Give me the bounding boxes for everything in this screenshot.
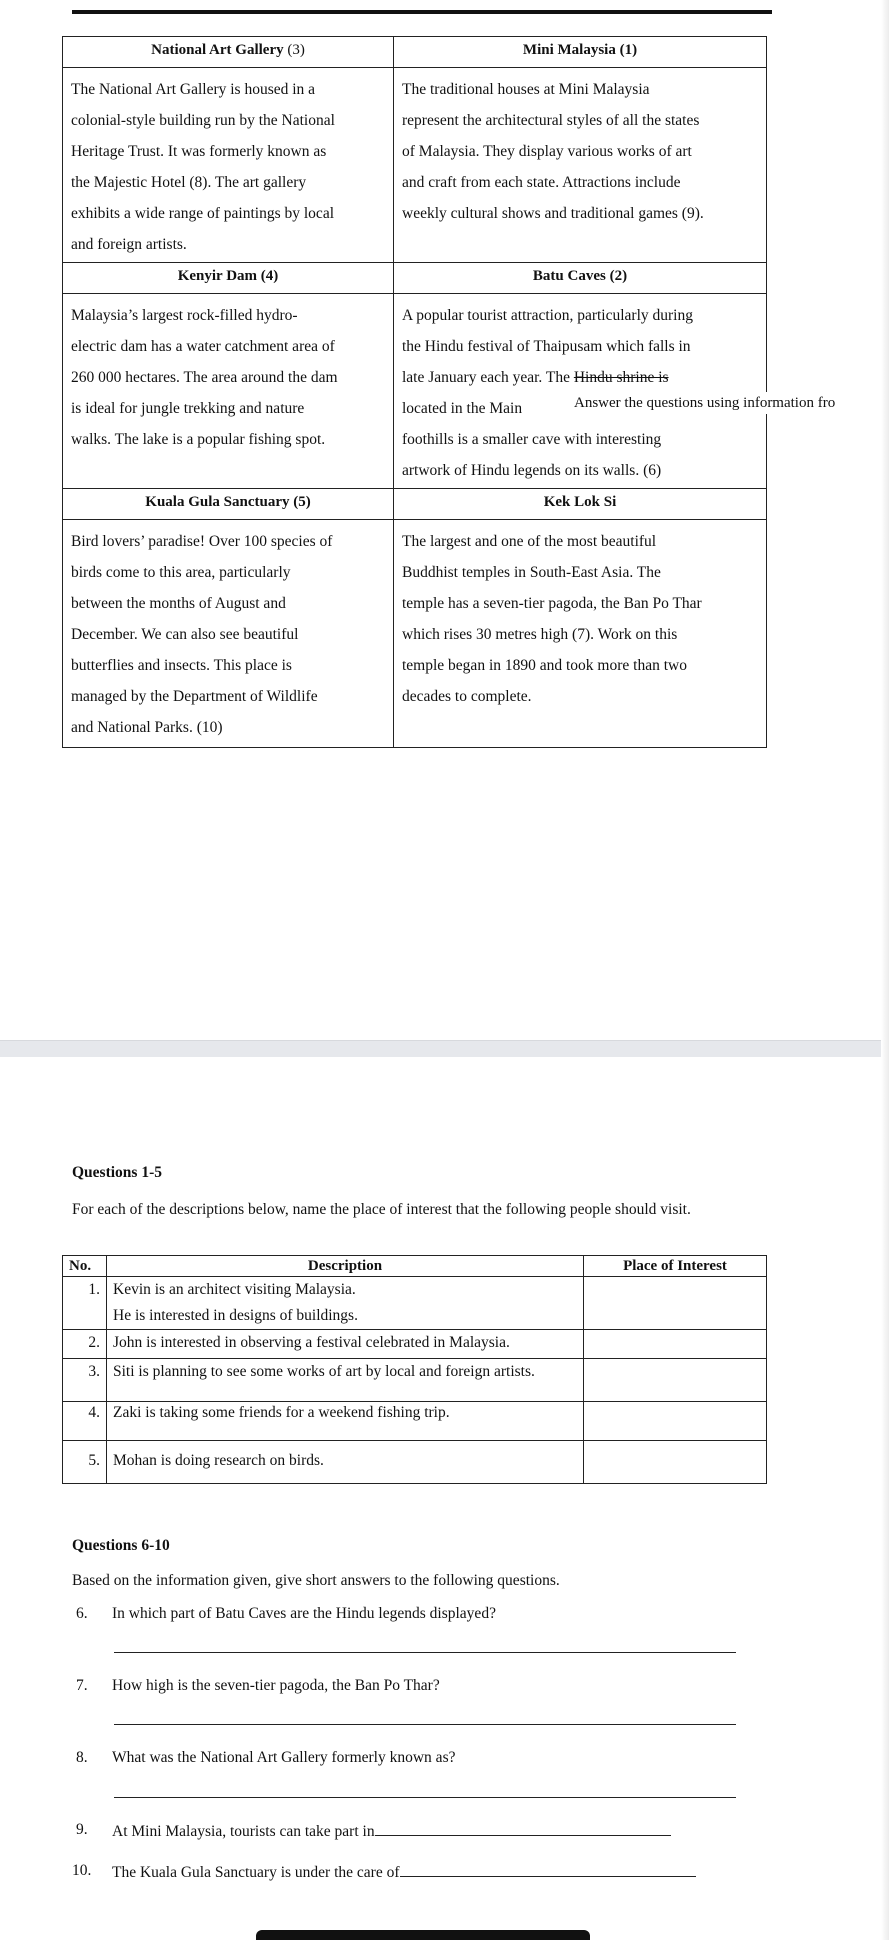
column-header-place: Place of Interest [584,1256,767,1277]
answer-cell[interactable] [584,1359,767,1402]
table-row [63,1359,767,1402]
worksheet-page: National Art Gallery (3) Mini Malaysia (1) The National Art Gallery is housed in a colonial-style building run by the National Heritage Trust. It was formerly known as the Majestic Hotel (8). The art gallery exhibits a wide range of paintings by local and foreign artists. The traditional houses at Mini Malaysia represent the architectural styles of all the states of Malaysia. They display various works of art and craft from each state. Attractions include weekly cultural shows and traditional games (9). Kenyir Dam (4) Batu Caves (2) Malaysia’s largest rock-filled hydro- electric dam has a water catchment area of 260 000 hectares. The area around the dam is ideal for jungle trekking and nature walks. The lake is a popular fishing spot. A popular tourist attraction, particularly during the Hindu festival of Thaipusam which falls in late January each year. The Hindu shrine is located in the Main foothills is a smaller cave with interesting artwork of Hindu legends on its walls. (6) Kuala Gula Sanctuary (5) Kek Lok Si Bird lovers’ paradise! Over 100 species of birds come to this area, particularly between the months of August and December. We can also see beautiful butterflies and insects. This place is managed by the Department of Wildlife and National Parks. (10) The largest and one of the most beautiful Buddhist temples in South-East Asia. The temple has a seven-tier pagoda, the Ban Po Thar which rises 30 metres high (7). Work on this temple began in 1890 and took more than two decades to complete. Answer the questions using information fro Questions 1-5 For each of the descriptions below, name the place of interest that the following people should visit. No. Description Place of Interest 1. Kevin is an architect visiting Malaysia. He is interested in designs of buildings. 2. John is interested in observing a festival celebrated in Malaysia. 3. Siti is planning to see some works of art by local and foreign artists. 4. Zaki is taking some friends for a weekend fishing trip. 5. Mohan is doing research on birds. Questions 6-10 Based on the information given, give short answers to the following questions. 6. In which part of Batu Caves are the Hindu legends displayed? 7. How high is the seven-tier pagoda, the Ban Po Thar? 8. What was the National Art Gallery formerly known as? 9. At Mini Malaysia, tourists can take part in 10. The Kuala Gula Sanctuary is under the care of [0,0,889,1940]
table-row [63,1402,767,1441]
row-description: John is interested in observing a festival celebrated in Malaysia. [107,1330,584,1359]
answer-cell[interactable] [584,1277,767,1330]
questions-1-5-heading: Questions 1-5 [72,1164,162,1181]
row-number: 3. [63,1359,107,1402]
answer-line[interactable] [114,1797,736,1798]
questions-table [62,1255,767,1484]
place-heading: Mini Malaysia (1) [394,37,767,68]
place-heading: National Art Gallery (3) [63,37,394,68]
place-heading: Kenyir Dam (4) [63,263,394,294]
place-heading: Batu Caves (2) [394,263,767,294]
place-description: A popular tourist attraction, particularly during the Hindu festival of Thaipusam which falls in late January each year. The Hindu shrine is located in the Main foothills is a smaller cave with interesting artwork of Hindu legends on its walls. (6) [394,294,767,489]
table-row [63,1441,767,1484]
page-edge-shadow [881,0,889,1940]
row-number: 2. [63,1330,107,1359]
place-description: The largest and one of the most beautiful Buddhist temples in South-East Asia. The temple has a seven-tier pagoda, the Ban Po Thar which rises 30 metres high (7). Work on this temple began in 1890 and took more than two decades to complete. [394,520,767,748]
table-row [63,1277,767,1330]
top-rule [72,10,772,14]
home-indicator-bar [256,1930,590,1940]
questions-6-10-instruction: Based on the information given, give short answers to the following questions. [72,1572,560,1589]
place-description: Malaysia’s largest rock-filled hydro- electric dam has a water catchment area of 260 000 hectares. The area around the dam is ideal for jungle trekking and nature walks. The lake is a popular fishing spot. [63,294,394,489]
answer-line[interactable] [400,1862,696,1877]
column-header-no: No. [63,1256,107,1277]
overlay-tooltip: Answer the questions using information fro [572,392,837,414]
row-description: Kevin is an architect visiting Malaysia. He is interested in designs of buildings. [107,1277,584,1330]
column-header-description: Description [107,1256,584,1277]
place-heading: Kek Lok Si [394,489,767,520]
table-row [63,1330,767,1359]
row-description: Siti is planning to see some works of art by local and foreign artists. [107,1359,584,1402]
row-number: 5. [63,1441,107,1484]
place-description: The traditional houses at Mini Malaysia represent the architectural styles of all the states of Malaysia. They display various works of art and craft from each state. Attractions include weekly cultural shows and traditional games (9). [394,68,767,263]
row-number: 4. [63,1402,107,1441]
place-description: The National Art Gallery is housed in a colonial-style building run by the National Heritage Trust. It was formerly known as the Majestic Hotel (8). The art gallery exhibits a wide range of paintings by local and foreign artists. [63,68,394,263]
row-description: Zaki is taking some friends for a weekend fishing trip. [107,1402,584,1441]
page-divider [0,1041,889,1057]
questions-6-10-heading: Questions 6-10 [72,1537,170,1554]
place-description: Bird lovers’ paradise! Over 100 species of birds come to this area, particularly between the months of August and December. We can also see beautiful butterflies and insects. This place is managed by the Department of Wildlife and National Parks. (10) [63,520,394,748]
row-description: Mohan is doing research on birds. [107,1441,584,1484]
answer-cell[interactable] [584,1330,767,1359]
answer-line[interactable] [114,1724,736,1725]
place-heading: Kuala Gula Sanctuary (5) [63,489,394,520]
answer-line[interactable] [375,1821,671,1836]
questions-1-5-instruction: For each of the descriptions below, name the place of interest that the following people should visit. [72,1201,691,1218]
answer-line[interactable] [114,1652,736,1653]
row-number: 1. [63,1277,107,1330]
answer-cell[interactable] [584,1402,767,1441]
answer-cell[interactable] [584,1441,767,1484]
